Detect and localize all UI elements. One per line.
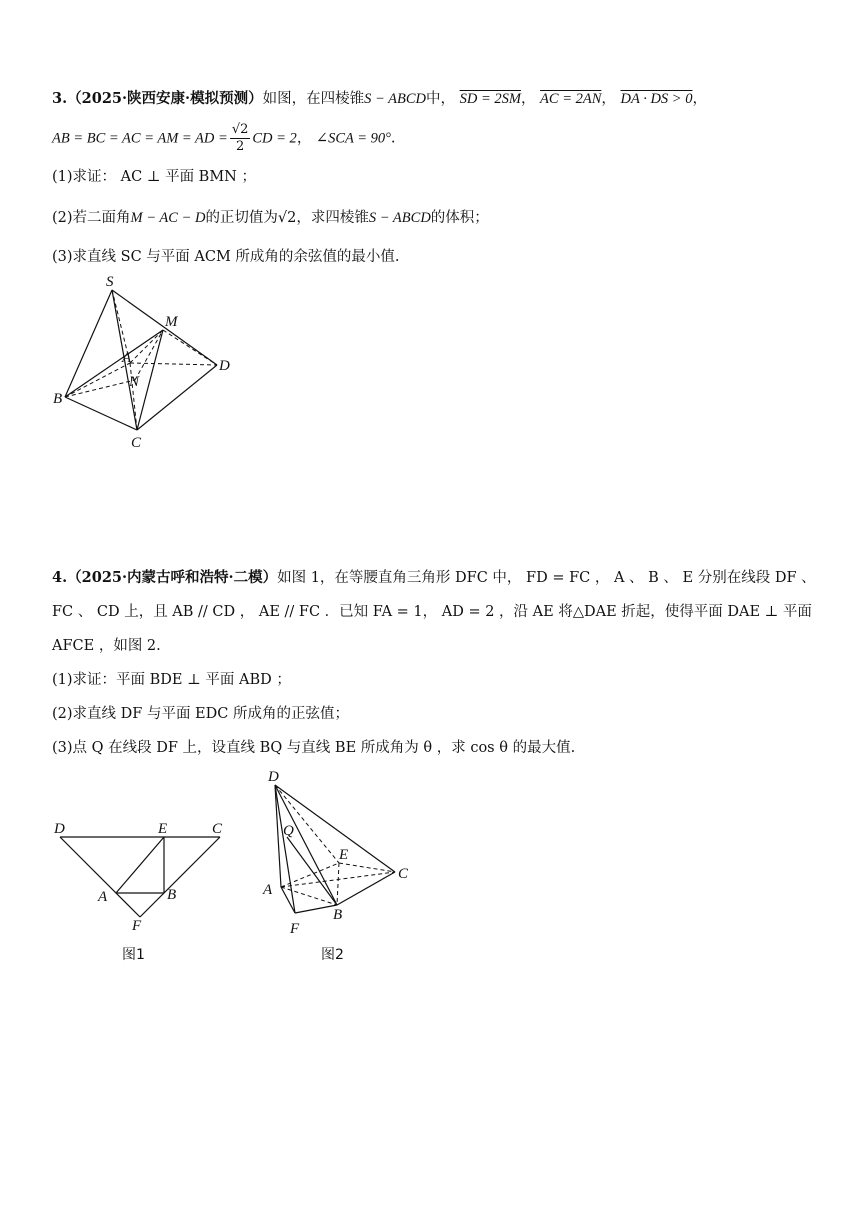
figure1-caption: 图1 <box>122 947 145 963</box>
fig1-label-B: B <box>167 887 177 903</box>
label-N: N <box>129 374 140 390</box>
p4-q3: (3)点 Q 在线段 DF 上，设直线 BQ 与直线 BE 所成角为 θ ，求 cos θ 的最大值. <box>52 740 576 756</box>
p3-angle: ∠SCA = 90° <box>315 130 391 147</box>
p3-q3: (3)求直线 SC 与平面 ACM 所成角的余弦值的最小值. <box>52 249 400 265</box>
p3-q2-a: (2)若二面角 <box>52 210 131 226</box>
p3-vec1: SD = 2SM <box>459 91 521 107</box>
p4-q1: (1)求证：平面 BDE ⊥ 平面 ABD ； <box>52 672 291 688</box>
label-S: S <box>106 274 114 290</box>
p3-text-c: 中， <box>425 91 455 107</box>
p4-figure1 <box>50 815 235 930</box>
fig1-label-A: A <box>98 889 108 905</box>
label-B: B <box>53 391 63 407</box>
fig2-label-A: A <box>263 882 273 898</box>
fig1-label-F: F <box>132 918 142 930</box>
fig1-label-D: D <box>54 821 65 837</box>
p3-figure <box>45 270 245 455</box>
p3-vec2: AC = 2AN <box>540 91 602 107</box>
p3-q1: (1)求证： AC ⊥ 平面 BMN ； <box>52 169 256 185</box>
p4-text1: 如图 1，在等腰直角三角形 DFC 中， FD = FC ， A 、 B 、 E 分别在线段 DF 、 <box>277 570 816 586</box>
p3-source: （2025·陕西安康·模拟预测） <box>67 90 263 107</box>
fig2-label-D: D <box>268 769 279 785</box>
label-A: A <box>122 350 132 366</box>
p3-q2-c: 的正切值为√2，求四棱锥 <box>205 210 369 226</box>
fig1-label-C: C <box>212 821 223 837</box>
p3-q2-d: S − ABCD <box>368 210 431 226</box>
p3-text-a: 如图，在四棱锥 <box>262 91 365 107</box>
p4-q2: (2)求直线 DF 与平面 EDC 所成角的正弦值； <box>52 706 349 722</box>
p4-number: 4. <box>52 569 68 586</box>
p3-eq-b: CD = 2 <box>252 130 297 147</box>
p3-frac-den: 2 <box>235 139 245 154</box>
p3-frac-num: √2 <box>231 122 249 137</box>
fig2-label-F: F <box>290 921 300 937</box>
p3-frac <box>230 122 251 155</box>
p4-line2: FC 、 CD 上，且 AB // CD ， AE // FC ．已知 FA = 1， AD = 2 ，沿 AE 将△DAE 折起，使得平面 DAE ⊥ 平面 <box>52 604 812 620</box>
p3-number: 3. <box>52 90 68 107</box>
fig2-label-Q: Q <box>283 823 294 839</box>
p3-line2: AB = BC = AC = AM = AD = $\frac{√2}{2}$ CD = 2， ∠SCA = 90°. <box>52 122 396 154</box>
p3-q2 <box>52 207 489 229</box>
figure2-caption: 图2 <box>321 947 344 963</box>
label-M: M <box>165 314 178 330</box>
p4-line3: AFCE ，如图 2. <box>52 638 161 654</box>
p4-figure2 <box>255 765 420 940</box>
fig1-label-E: E <box>158 821 168 837</box>
label-C: C <box>131 435 142 451</box>
p4-line1 <box>52 567 816 589</box>
p3-q2-e: 的体积； <box>430 210 489 226</box>
fig2-label-B: B <box>333 907 343 923</box>
fig2-label-E: E <box>339 847 349 863</box>
p3-vec3: DA · DS > 0 <box>620 91 693 107</box>
label-D: D <box>219 358 230 374</box>
p3-q2-b: M − AC − D <box>130 210 206 226</box>
fig2-label-C: C <box>398 866 409 882</box>
p3-line1: 3.（2025·陕西安康·模拟预测）如图，在四棱锥S − ABCD中， SD = 2SM， AC = 2AN， DA · DS > 0， <box>52 90 707 107</box>
p4-source: （2025·内蒙古呼和浩特·二模） <box>67 569 278 586</box>
p3-pyramid: S − ABCD <box>364 91 426 107</box>
p3-eq-a: AB = BC = AC = AM = AD = <box>52 130 228 147</box>
